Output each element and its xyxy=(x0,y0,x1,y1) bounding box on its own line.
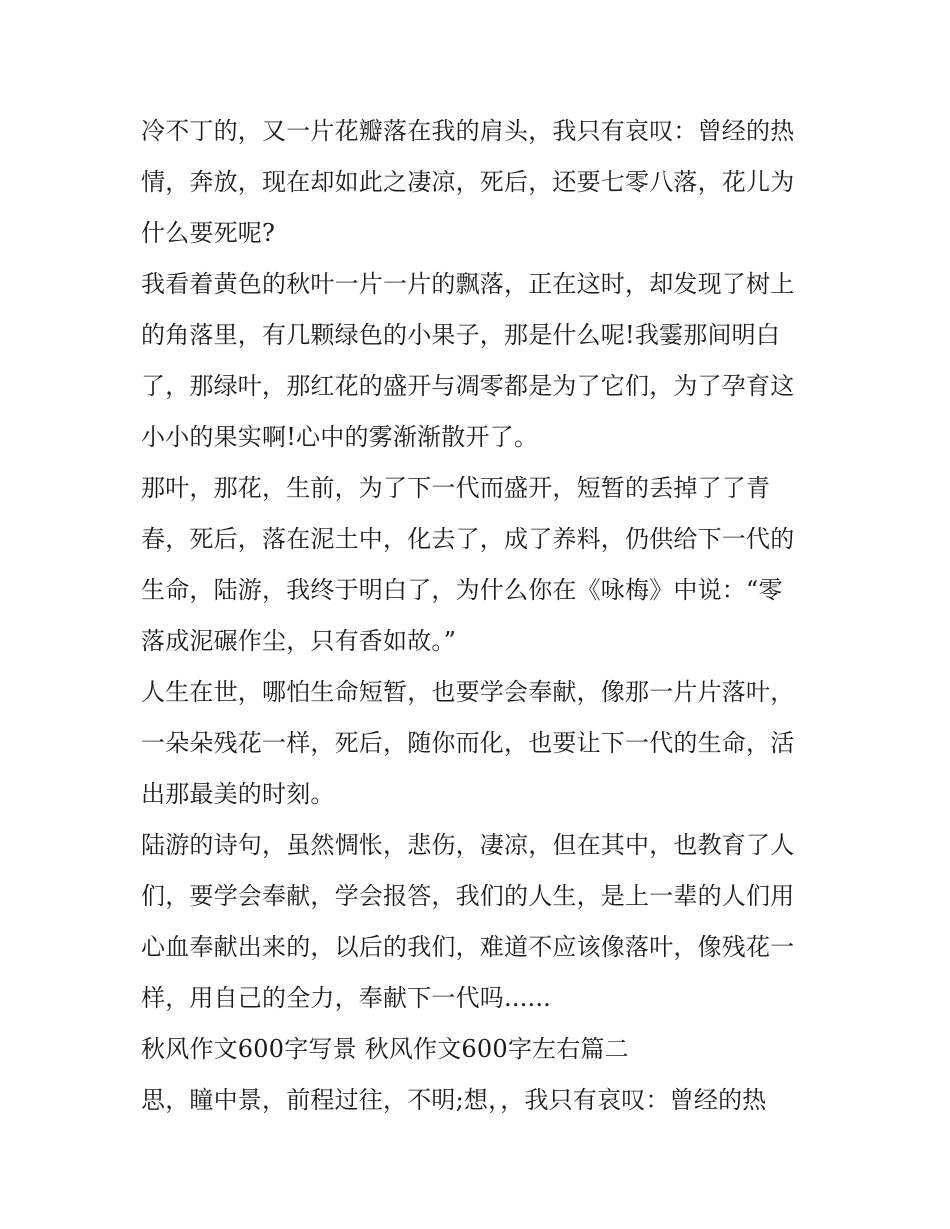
body-text xyxy=(141,106,821,1126)
text-line-16: 们，要学会奉献，学会报答，我们的人生，是上一辈的人们用 xyxy=(141,882,795,910)
text-line-9: 春，死后，落在泥土中，化去了，成了养料，仍供给下一代的 xyxy=(141,525,795,553)
text-line-13: 一朵朵残花一样，死后，随你而化，也要让下一代的生命，活 xyxy=(141,729,795,757)
text-line-8: 那叶，那花，生前，为了下一代而盛开，短暂的丢掉了了青 xyxy=(141,474,771,502)
text-line-17: 心血奉献出来的，以后的我们，难道不应该像落叶，像残花一 xyxy=(141,933,795,961)
text-line-4: 我看着黄色的秋叶一片一片的飘落，正在这时，却发现了树上 xyxy=(141,270,795,298)
text-line-20: 思，瞳中景，前程过往，不明;想，，我只有哀叹：曾经的热 xyxy=(141,1086,767,1114)
text-line-12: 人生在世，哪怕生命短暂，也要学会奉献，像那一片片落叶， xyxy=(141,678,795,706)
text-line-2: 情，奔放，现在却如此之凄凉，死后，还要七零八落，花儿为 xyxy=(141,168,795,196)
text-line-3: 什么要死呢? xyxy=(141,219,276,247)
text-line-7: 小小的果实啊!心中的雾渐渐散开了。 xyxy=(141,423,539,451)
text-line-1: 冷不丁的，又一片花瓣落在我的肩头，我只有哀叹：曾经的热 xyxy=(141,117,795,145)
text-line-14: 出那最美的时刻。 xyxy=(141,780,335,808)
text-line-10: 生命，陆游，我终于明白了，为什么你在《咏梅》中说：“零 xyxy=(141,576,783,604)
text-line-18: 样，用自己的全力，奉献下一代吗...... xyxy=(141,984,551,1012)
text-line-5: 的角落里，有几颗绿色的小果子，那是什么呢!我霎那间明白 xyxy=(141,321,781,349)
text-line-6: 了，那绿叶，那红花的盛开与凋零都是为了它们，为了孕育这 xyxy=(141,372,795,400)
text-line-15: 陆游的诗句，虽然惆怅，悲伤，凄凉，但在其中，也教育了人 xyxy=(141,831,795,859)
section-heading: 秋风作文600字写景 秋风作文600字左右篇二 xyxy=(141,1035,629,1063)
text-line-11: 落成泥碾作尘，只有香如故。” xyxy=(141,627,457,655)
